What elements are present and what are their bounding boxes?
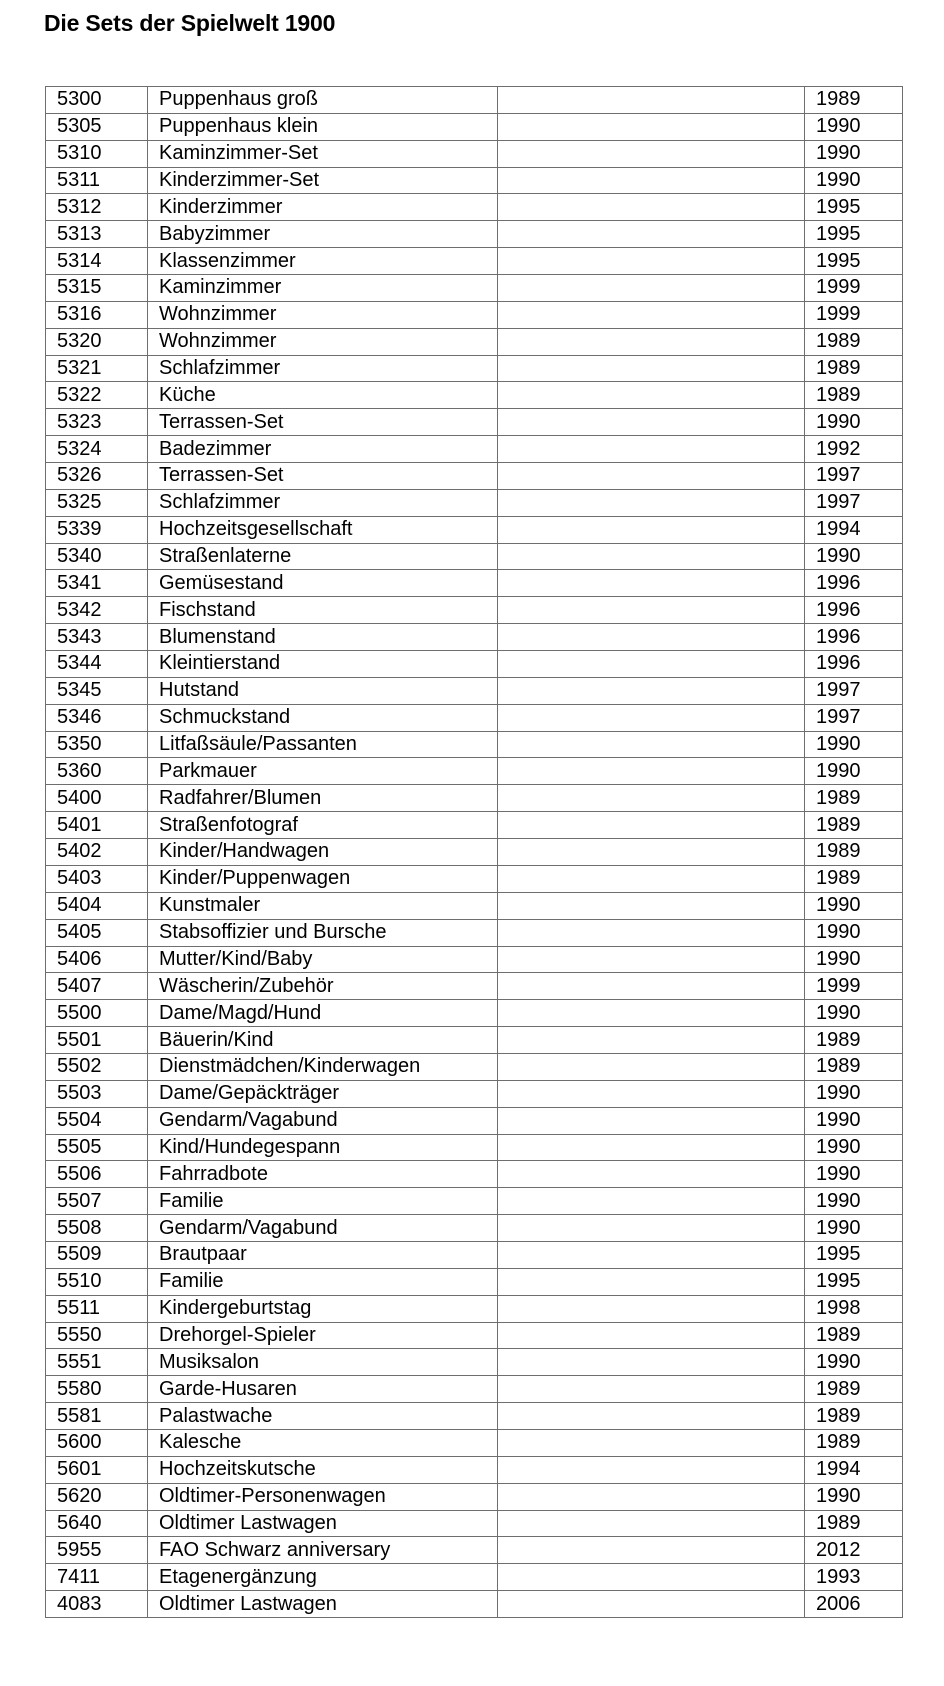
- set-year-cell: 1990: [805, 1107, 903, 1134]
- set-number-cell: 5510: [46, 1268, 148, 1295]
- set-year-cell: 1989: [805, 865, 903, 892]
- set-number-cell: 5508: [46, 1215, 148, 1242]
- set-number-cell: 5345: [46, 677, 148, 704]
- set-note-cell: [498, 1483, 805, 1510]
- set-name-cell: Hochzeitskutsche: [148, 1456, 498, 1483]
- set-year-cell: 1989: [805, 1322, 903, 1349]
- set-number-cell: 5503: [46, 1080, 148, 1107]
- set-name-cell: Oldtimer-Personenwagen: [148, 1483, 498, 1510]
- set-note-cell: [498, 597, 805, 624]
- set-note-cell: [498, 382, 805, 409]
- set-name-cell: Schlafzimmer: [148, 489, 498, 516]
- set-note-cell: [498, 812, 805, 839]
- set-name-cell: Familie: [148, 1268, 498, 1295]
- set-note-cell: [498, 409, 805, 436]
- table-row: [46, 1591, 903, 1618]
- set-name-cell: Schlafzimmer: [148, 355, 498, 382]
- table-row: [46, 812, 903, 839]
- set-number-cell: 5343: [46, 624, 148, 651]
- table-row: [46, 275, 903, 302]
- set-name-cell: Fischstand: [148, 597, 498, 624]
- table-row: [46, 543, 903, 570]
- table-row: [46, 328, 903, 355]
- set-number-cell: 5312: [46, 194, 148, 221]
- set-name-cell: Bäuerin/Kind: [148, 1027, 498, 1054]
- set-number-cell: 5310: [46, 140, 148, 167]
- table-row: [46, 570, 903, 597]
- set-note-cell: [498, 785, 805, 812]
- table-row: [46, 87, 903, 114]
- set-year-cell: 1990: [805, 1215, 903, 1242]
- set-year-cell: 1989: [805, 382, 903, 409]
- table-row: [46, 409, 903, 436]
- table-row: [46, 516, 903, 543]
- table-row: [46, 1000, 903, 1027]
- set-name-cell: Musiksalon: [148, 1349, 498, 1376]
- table-row: [46, 677, 903, 704]
- table-row: [46, 1241, 903, 1268]
- table-row: [46, 489, 903, 516]
- set-number-cell: 5341: [46, 570, 148, 597]
- set-year-cell: 1990: [805, 758, 903, 785]
- set-number-cell: 5300: [46, 87, 148, 114]
- set-name-cell: Straßenlaterne: [148, 543, 498, 570]
- set-year-cell: 1989: [805, 1376, 903, 1403]
- set-year-cell: 1995: [805, 1268, 903, 1295]
- set-year-cell: 1990: [805, 1188, 903, 1215]
- set-name-cell: Gendarm/Vagabund: [148, 1215, 498, 1242]
- set-number-cell: 5315: [46, 275, 148, 302]
- set-name-cell: Puppenhaus groß: [148, 87, 498, 114]
- set-name-cell: Badezimmer: [148, 436, 498, 463]
- set-number-cell: 5339: [46, 516, 148, 543]
- set-number-cell: 5405: [46, 919, 148, 946]
- set-year-cell: 1997: [805, 704, 903, 731]
- set-year-cell: 1989: [805, 1053, 903, 1080]
- set-year-cell: 1990: [805, 543, 903, 570]
- table-row: [46, 1403, 903, 1430]
- set-name-cell: Palastwache: [148, 1403, 498, 1430]
- set-note-cell: [498, 1107, 805, 1134]
- table-row: [46, 248, 903, 275]
- table-row: [46, 1537, 903, 1564]
- set-note-cell: [498, 194, 805, 221]
- set-note-cell: [498, 570, 805, 597]
- table-row: [46, 1188, 903, 1215]
- set-number-cell: 5350: [46, 731, 148, 758]
- set-year-cell: 1989: [805, 87, 903, 114]
- table-row: [46, 301, 903, 328]
- set-name-cell: Kalesche: [148, 1429, 498, 1456]
- set-year-cell: 1995: [805, 1241, 903, 1268]
- set-name-cell: Kindergeburtstag: [148, 1295, 498, 1322]
- set-name-cell: Kinderzimmer-Set: [148, 167, 498, 194]
- table-row: [46, 463, 903, 490]
- set-number-cell: 5505: [46, 1134, 148, 1161]
- set-year-cell: 1996: [805, 570, 903, 597]
- table-row: [46, 1376, 903, 1403]
- set-year-cell: 1989: [805, 1510, 903, 1537]
- set-note-cell: [498, 1188, 805, 1215]
- set-name-cell: Parkmauer: [148, 758, 498, 785]
- table-row: [46, 1080, 903, 1107]
- set-note-cell: [498, 328, 805, 355]
- set-year-cell: 1990: [805, 1000, 903, 1027]
- set-number-cell: 5342: [46, 597, 148, 624]
- set-year-cell: 1998: [805, 1295, 903, 1322]
- set-name-cell: Kunstmaler: [148, 892, 498, 919]
- set-year-cell: 1993: [805, 1564, 903, 1591]
- table-row: [46, 1027, 903, 1054]
- set-name-cell: Wohnzimmer: [148, 328, 498, 355]
- set-name-cell: Küche: [148, 382, 498, 409]
- set-number-cell: 4083: [46, 1591, 148, 1618]
- table-row: [46, 731, 903, 758]
- set-note-cell: [498, 1134, 805, 1161]
- set-name-cell: FAO Schwarz anniversary: [148, 1537, 498, 1564]
- set-number-cell: 5581: [46, 1403, 148, 1430]
- table-row: [46, 140, 903, 167]
- set-name-cell: Brautpaar: [148, 1241, 498, 1268]
- set-number-cell: 5344: [46, 651, 148, 678]
- set-name-cell: Gemüsestand: [148, 570, 498, 597]
- set-name-cell: Kaminzimmer: [148, 275, 498, 302]
- set-year-cell: 1999: [805, 301, 903, 328]
- set-note-cell: [498, 463, 805, 490]
- set-number-cell: 5600: [46, 1429, 148, 1456]
- set-name-cell: Puppenhaus klein: [148, 113, 498, 140]
- table-row: [46, 892, 903, 919]
- table-row: [46, 919, 903, 946]
- set-name-cell: Dame/Magd/Hund: [148, 1000, 498, 1027]
- set-year-cell: 1999: [805, 275, 903, 302]
- set-year-cell: 1989: [805, 1429, 903, 1456]
- sets-table-body: [46, 87, 903, 1618]
- set-year-cell: 1997: [805, 677, 903, 704]
- set-note-cell: [498, 677, 805, 704]
- set-name-cell: Garde-Husaren: [148, 1376, 498, 1403]
- set-note-cell: [498, 892, 805, 919]
- set-year-cell: 1999: [805, 973, 903, 1000]
- table-row: [46, 758, 903, 785]
- set-number-cell: 5324: [46, 436, 148, 463]
- set-name-cell: Kleintierstand: [148, 651, 498, 678]
- set-name-cell: Gendarm/Vagabund: [148, 1107, 498, 1134]
- table-row: [46, 651, 903, 678]
- set-year-cell: 1995: [805, 248, 903, 275]
- table-row: [46, 1564, 903, 1591]
- set-note-cell: [498, 1053, 805, 1080]
- set-name-cell: Radfahrer/Blumen: [148, 785, 498, 812]
- table-row: [46, 1053, 903, 1080]
- set-note-cell: [498, 865, 805, 892]
- set-note-cell: [498, 758, 805, 785]
- table-row: [46, 973, 903, 1000]
- set-year-cell: 1992: [805, 436, 903, 463]
- set-year-cell: 1990: [805, 892, 903, 919]
- set-number-cell: 5502: [46, 1053, 148, 1080]
- set-name-cell: Terrassen-Set: [148, 409, 498, 436]
- set-number-cell: 5511: [46, 1295, 148, 1322]
- set-note-cell: [498, 489, 805, 516]
- set-note-cell: [498, 221, 805, 248]
- table-row: [46, 1322, 903, 1349]
- set-year-cell: 1990: [805, 1161, 903, 1188]
- set-year-cell: 1995: [805, 194, 903, 221]
- set-note-cell: [498, 651, 805, 678]
- set-note-cell: [498, 1027, 805, 1054]
- table-row: [46, 221, 903, 248]
- set-year-cell: 1990: [805, 1483, 903, 1510]
- table-row: [46, 597, 903, 624]
- set-number-cell: 5360: [46, 758, 148, 785]
- set-year-cell: 1994: [805, 516, 903, 543]
- set-note-cell: [498, 1403, 805, 1430]
- set-note-cell: [498, 731, 805, 758]
- table-row: [46, 865, 903, 892]
- set-year-cell: 1989: [805, 1027, 903, 1054]
- set-year-cell: 1990: [805, 731, 903, 758]
- set-name-cell: Oldtimer Lastwagen: [148, 1510, 498, 1537]
- set-year-cell: 1995: [805, 221, 903, 248]
- table-row: [46, 113, 903, 140]
- set-name-cell: Familie: [148, 1188, 498, 1215]
- sets-table: [45, 86, 903, 1618]
- set-number-cell: 5326: [46, 463, 148, 490]
- table-row: [46, 1161, 903, 1188]
- set-name-cell: Drehorgel-Spieler: [148, 1322, 498, 1349]
- set-year-cell: 1989: [805, 785, 903, 812]
- set-number-cell: 5402: [46, 839, 148, 866]
- table-row: [46, 1107, 903, 1134]
- set-number-cell: 5580: [46, 1376, 148, 1403]
- set-note-cell: [498, 113, 805, 140]
- set-year-cell: 1996: [805, 597, 903, 624]
- table-row: [46, 785, 903, 812]
- set-number-cell: 5406: [46, 946, 148, 973]
- set-note-cell: [498, 543, 805, 570]
- table-row: [46, 1429, 903, 1456]
- table-row: [46, 1134, 903, 1161]
- set-note-cell: [498, 1268, 805, 1295]
- set-name-cell: Babyzimmer: [148, 221, 498, 248]
- set-number-cell: 5401: [46, 812, 148, 839]
- set-number-cell: 5407: [46, 973, 148, 1000]
- set-year-cell: 1990: [805, 919, 903, 946]
- set-number-cell: 5640: [46, 1510, 148, 1537]
- set-number-cell: 5955: [46, 1537, 148, 1564]
- set-year-cell: 1997: [805, 463, 903, 490]
- set-note-cell: [498, 839, 805, 866]
- set-name-cell: Mutter/Kind/Baby: [148, 946, 498, 973]
- set-year-cell: 1990: [805, 1080, 903, 1107]
- table-row: [46, 1483, 903, 1510]
- set-note-cell: [498, 919, 805, 946]
- table-row: [46, 1456, 903, 1483]
- set-number-cell: 5314: [46, 248, 148, 275]
- set-name-cell: Wohnzimmer: [148, 301, 498, 328]
- set-note-cell: [498, 1080, 805, 1107]
- set-year-cell: 1994: [805, 1456, 903, 1483]
- set-year-cell: 1996: [805, 624, 903, 651]
- set-note-cell: [498, 624, 805, 651]
- set-note-cell: [498, 516, 805, 543]
- table-row: [46, 704, 903, 731]
- table-row: [46, 194, 903, 221]
- set-year-cell: 1990: [805, 1349, 903, 1376]
- table-row: [46, 946, 903, 973]
- set-name-cell: Kinder/Puppenwagen: [148, 865, 498, 892]
- set-name-cell: Hochzeitsgesellschaft: [148, 516, 498, 543]
- set-note-cell: [498, 1376, 805, 1403]
- page-title: Die Sets der Spielwelt 1900: [44, 10, 336, 36]
- set-number-cell: 5340: [46, 543, 148, 570]
- table-row: [46, 1215, 903, 1242]
- set-note-cell: [498, 140, 805, 167]
- set-number-cell: 5550: [46, 1322, 148, 1349]
- set-note-cell: [498, 275, 805, 302]
- set-note-cell: [498, 1537, 805, 1564]
- set-number-cell: 5305: [46, 113, 148, 140]
- set-number-cell: 5323: [46, 409, 148, 436]
- set-number-cell: 5507: [46, 1188, 148, 1215]
- set-note-cell: [498, 1000, 805, 1027]
- set-year-cell: 1990: [805, 946, 903, 973]
- set-note-cell: [498, 946, 805, 973]
- set-name-cell: Blumenstand: [148, 624, 498, 651]
- set-year-cell: 1997: [805, 489, 903, 516]
- set-name-cell: Kinderzimmer: [148, 194, 498, 221]
- set-note-cell: [498, 1215, 805, 1242]
- set-year-cell: 1990: [805, 167, 903, 194]
- set-number-cell: 5504: [46, 1107, 148, 1134]
- set-number-cell: 5321: [46, 355, 148, 382]
- table-row: [46, 355, 903, 382]
- set-note-cell: [498, 248, 805, 275]
- set-name-cell: Kind/Hundegespann: [148, 1134, 498, 1161]
- table-row: [46, 839, 903, 866]
- table-row: [46, 1510, 903, 1537]
- set-name-cell: Hutstand: [148, 677, 498, 704]
- set-name-cell: Wäscherin/Zubehör: [148, 973, 498, 1000]
- set-year-cell: 1989: [805, 328, 903, 355]
- set-note-cell: [498, 1295, 805, 1322]
- set-note-cell: [498, 1429, 805, 1456]
- set-note-cell: [498, 301, 805, 328]
- set-number-cell: 5501: [46, 1027, 148, 1054]
- set-name-cell: Stabsoffizier und Bursche: [148, 919, 498, 946]
- set-number-cell: 5509: [46, 1241, 148, 1268]
- set-name-cell: Kinder/Handwagen: [148, 839, 498, 866]
- set-name-cell: Litfaßsäule/Passanten: [148, 731, 498, 758]
- set-note-cell: [498, 87, 805, 114]
- set-name-cell: Fahrradbote: [148, 1161, 498, 1188]
- set-number-cell: 5400: [46, 785, 148, 812]
- set-year-cell: 1996: [805, 651, 903, 678]
- set-note-cell: [498, 704, 805, 731]
- set-note-cell: [498, 1322, 805, 1349]
- set-name-cell: Dame/Gepäckträger: [148, 1080, 498, 1107]
- set-name-cell: Oldtimer Lastwagen: [148, 1591, 498, 1618]
- set-note-cell: [498, 1241, 805, 1268]
- set-number-cell: 5404: [46, 892, 148, 919]
- set-note-cell: [498, 167, 805, 194]
- set-number-cell: 5320: [46, 328, 148, 355]
- table-row: [46, 167, 903, 194]
- set-number-cell: 5346: [46, 704, 148, 731]
- set-number-cell: 5506: [46, 1161, 148, 1188]
- table-row: [46, 382, 903, 409]
- set-number-cell: 5313: [46, 221, 148, 248]
- table-row: [46, 1349, 903, 1376]
- set-year-cell: 2006: [805, 1591, 903, 1618]
- set-number-cell: 5403: [46, 865, 148, 892]
- set-name-cell: Schmuckstand: [148, 704, 498, 731]
- set-number-cell: 5620: [46, 1483, 148, 1510]
- set-note-cell: [498, 355, 805, 382]
- set-number-cell: 7411: [46, 1564, 148, 1591]
- set-note-cell: [498, 1564, 805, 1591]
- set-year-cell: 1989: [805, 839, 903, 866]
- set-year-cell: 1989: [805, 812, 903, 839]
- table-row: [46, 436, 903, 463]
- set-note-cell: [498, 436, 805, 463]
- table-row: [46, 1295, 903, 1322]
- table-row: [46, 1268, 903, 1295]
- set-year-cell: 1989: [805, 1403, 903, 1430]
- set-number-cell: 5325: [46, 489, 148, 516]
- set-note-cell: [498, 1349, 805, 1376]
- set-year-cell: 1990: [805, 1134, 903, 1161]
- set-number-cell: 5311: [46, 167, 148, 194]
- set-number-cell: 5601: [46, 1456, 148, 1483]
- set-name-cell: Terrassen-Set: [148, 463, 498, 490]
- set-name-cell: Etagenergänzung: [148, 1564, 498, 1591]
- set-name-cell: Straßenfotograf: [148, 812, 498, 839]
- set-name-cell: Kaminzimmer-Set: [148, 140, 498, 167]
- set-number-cell: 5316: [46, 301, 148, 328]
- set-year-cell: 1990: [805, 113, 903, 140]
- set-note-cell: [498, 1591, 805, 1618]
- set-note-cell: [498, 1510, 805, 1537]
- set-note-cell: [498, 1456, 805, 1483]
- set-note-cell: [498, 1161, 805, 1188]
- set-name-cell: Dienstmädchen/Kinderwagen: [148, 1053, 498, 1080]
- set-name-cell: Klassenzimmer: [148, 248, 498, 275]
- set-number-cell: 5322: [46, 382, 148, 409]
- set-year-cell: 2012: [805, 1537, 903, 1564]
- set-year-cell: 1990: [805, 409, 903, 436]
- table-row: [46, 624, 903, 651]
- set-year-cell: 1989: [805, 355, 903, 382]
- set-year-cell: 1990: [805, 140, 903, 167]
- set-note-cell: [498, 973, 805, 1000]
- set-number-cell: 5551: [46, 1349, 148, 1376]
- set-number-cell: 5500: [46, 1000, 148, 1027]
